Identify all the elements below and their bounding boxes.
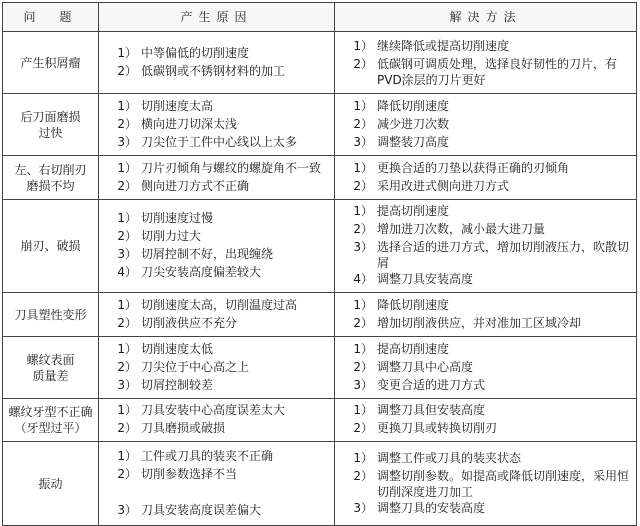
solutions-cell bbox=[335, 337, 637, 399]
cause-item bbox=[111, 448, 330, 466]
problem-text: 产生积屑瘤 bbox=[20, 55, 81, 70]
item-number: 3） bbox=[353, 377, 373, 392]
cause-item bbox=[111, 63, 330, 81]
item-text: 切屑控制较差 bbox=[141, 377, 214, 392]
item-number: 2） bbox=[117, 315, 137, 330]
header-row bbox=[3, 3, 637, 32]
item-text: 降低切削速度 bbox=[377, 297, 450, 312]
item-text: 切削速度太高，切削温度过高 bbox=[141, 297, 298, 312]
item-text: 选择合适的进刀方式，增加切削液压力，吹散切屑 bbox=[377, 240, 630, 270]
item-number: 1） bbox=[117, 45, 137, 60]
item-text: 增加切削液供应，并对准加工区域冷却 bbox=[377, 315, 582, 330]
item-number: 3） bbox=[117, 502, 137, 517]
problem-cell bbox=[3, 200, 99, 293]
item-number: 2） bbox=[117, 359, 137, 374]
item-number: 1） bbox=[117, 341, 137, 356]
troubleshooting-table bbox=[2, 2, 637, 526]
item-text: 刀尖安装高度偏差较大 bbox=[141, 265, 262, 279]
item-number: 2） bbox=[117, 63, 137, 78]
item-number: 3） bbox=[117, 377, 137, 392]
solutions-cell bbox=[335, 200, 637, 293]
item-number: 2） bbox=[353, 178, 373, 193]
item-number: 1） bbox=[353, 341, 373, 356]
item-text: 切削力过大 bbox=[141, 229, 202, 243]
item-text: 切削液供应不充分 bbox=[141, 315, 238, 330]
problem-text: 螺纹牙型不正确 bbox=[8, 405, 93, 419]
item-number: 1） bbox=[353, 160, 373, 175]
cause-item bbox=[111, 116, 330, 134]
cause-item bbox=[111, 377, 330, 395]
item-number: 1） bbox=[353, 297, 373, 312]
table-row bbox=[3, 293, 637, 337]
header-solutions: 解决方法 bbox=[335, 3, 637, 32]
cause-item bbox=[111, 45, 330, 63]
solution-item bbox=[347, 98, 632, 116]
cause-item bbox=[111, 341, 330, 359]
solution-item bbox=[347, 450, 632, 468]
cause-item bbox=[111, 502, 330, 520]
item-number: 3） bbox=[117, 134, 137, 149]
cause-item bbox=[111, 420, 330, 438]
solution-item bbox=[347, 38, 632, 56]
item-number: 2） bbox=[117, 421, 137, 435]
solution-item bbox=[347, 203, 632, 221]
solution-item bbox=[347, 160, 632, 178]
solution-item bbox=[347, 315, 632, 333]
problem-text: 螺纹表面 bbox=[26, 352, 75, 367]
item-text: 侧向进刀方式不正确 bbox=[141, 178, 250, 193]
item-text: 中等偏低的切削速度 bbox=[141, 45, 250, 60]
table-row bbox=[3, 399, 637, 442]
item-number: 1） bbox=[353, 38, 373, 53]
cause-item bbox=[111, 98, 330, 116]
item-text: 切削速度太高 bbox=[141, 98, 214, 113]
item-number: 2） bbox=[353, 315, 373, 330]
item-text: 切削速度过慢 bbox=[141, 211, 214, 225]
solution-item bbox=[347, 341, 632, 359]
causes-cell bbox=[99, 156, 335, 200]
item-number: 1） bbox=[353, 403, 373, 417]
cause-item bbox=[111, 210, 330, 228]
table-row bbox=[3, 442, 637, 526]
troubleshooting-table-sheet bbox=[2, 2, 636, 517]
solution-item bbox=[347, 297, 632, 315]
causes-cell bbox=[99, 399, 335, 442]
cause-item bbox=[111, 264, 330, 282]
cause-item bbox=[111, 402, 330, 420]
table-row bbox=[3, 32, 637, 94]
item-text: 提高切削速度 bbox=[377, 204, 450, 218]
cause-item bbox=[111, 246, 330, 264]
item-text: 增加进刀次数，减小最大进刀量 bbox=[377, 222, 546, 236]
item-text: 降低切削速度 bbox=[377, 98, 450, 113]
item-text: 调整切削参数。如提高或降低切削速度，采用恒切削深度进刀加工 bbox=[377, 468, 630, 499]
problem-cell bbox=[3, 399, 99, 442]
item-text: 继续降低或提高切削速度 bbox=[377, 38, 510, 53]
cause-item bbox=[111, 359, 330, 377]
item-number: 1） bbox=[117, 160, 137, 175]
causes-cell bbox=[99, 337, 335, 399]
problem-text: 振动 bbox=[38, 476, 63, 491]
item-number: 3） bbox=[353, 240, 373, 254]
item-number: 1） bbox=[117, 448, 137, 463]
item-text: 变更合适的进刀方式 bbox=[377, 377, 486, 392]
solution-item bbox=[347, 56, 632, 88]
item-number: 2） bbox=[353, 116, 373, 131]
problem-cell bbox=[3, 32, 99, 94]
solutions-cell bbox=[335, 293, 637, 337]
item-number: 4） bbox=[117, 265, 137, 279]
table-row bbox=[3, 337, 637, 399]
item-number: 2） bbox=[353, 222, 373, 236]
solution-item bbox=[347, 359, 632, 377]
solutions-cell bbox=[335, 32, 637, 94]
causes-cell bbox=[99, 293, 335, 337]
table-row bbox=[3, 94, 637, 156]
item-number: 2） bbox=[353, 56, 373, 71]
causes-cell bbox=[99, 32, 335, 94]
item-text: 提高切削速度 bbox=[377, 341, 450, 356]
solution-item bbox=[347, 420, 632, 438]
solution-item bbox=[347, 221, 632, 239]
solution-item bbox=[347, 468, 632, 500]
item-text: 调整工件或刀具的装夹状态 bbox=[377, 450, 522, 465]
item-text: 低碳钢或不锈钢材料的加工 bbox=[141, 63, 286, 78]
item-number: 1） bbox=[353, 98, 373, 113]
item-number: 3） bbox=[117, 247, 137, 261]
item-number: 1） bbox=[117, 403, 137, 417]
item-text: 调整装刀高度 bbox=[377, 134, 450, 149]
item-text: 刀尖位于工件中心线以上太多 bbox=[141, 134, 298, 149]
solution-item bbox=[347, 178, 632, 196]
item-number: 2） bbox=[353, 421, 373, 435]
solution-item bbox=[347, 134, 632, 152]
cause-item bbox=[111, 228, 330, 246]
table-body bbox=[3, 32, 637, 526]
item-number: 2） bbox=[117, 116, 137, 131]
cause-item bbox=[111, 178, 330, 196]
item-number: 1） bbox=[117, 211, 137, 225]
problem-text: 后刀面磨损 bbox=[20, 109, 81, 124]
item-number: 1） bbox=[117, 297, 137, 312]
solutions-cell bbox=[335, 399, 637, 442]
problem-cell bbox=[3, 94, 99, 156]
problem-text: 过快 bbox=[38, 125, 63, 140]
item-text: 切削速度太低 bbox=[141, 341, 214, 356]
item-number: 2） bbox=[117, 466, 137, 481]
solution-item bbox=[347, 271, 632, 289]
cause-item bbox=[111, 160, 330, 178]
cause-item bbox=[111, 315, 330, 333]
item-number: 2） bbox=[353, 359, 373, 374]
item-text: 采用改进式侧向进刀方式 bbox=[377, 178, 510, 193]
item-number: 2） bbox=[117, 229, 137, 243]
item-text: 调整刀具中心高度 bbox=[377, 359, 474, 374]
cause-item bbox=[111, 297, 330, 315]
problem-cell bbox=[3, 156, 99, 200]
item-number: 2） bbox=[117, 178, 137, 193]
item-text: 调整刀具但安装高度 bbox=[377, 403, 486, 417]
cause-item bbox=[111, 484, 330, 502]
item-text: 更换合适的刀垫以获得正确的刃倾角 bbox=[377, 160, 570, 175]
problem-text: 磨损不均 bbox=[26, 178, 75, 193]
item-text: 低碳钢可调质处理，选择良好韧性的刀片，有PVD涂层的刀片更好 bbox=[377, 56, 618, 87]
problem-text: 左、右切削刃 bbox=[14, 162, 87, 177]
header-causes: 产生原因 bbox=[99, 3, 335, 32]
item-text: 调整刀具安装高度 bbox=[377, 272, 474, 286]
item-text: 刀具磨损或破损 bbox=[141, 421, 226, 435]
problem-cell bbox=[3, 293, 99, 337]
item-text: 调整刀具的安装高度 bbox=[377, 500, 486, 515]
item-text: 切削参数选择不当 bbox=[141, 466, 238, 481]
item-number: 3） bbox=[353, 134, 373, 149]
solution-item bbox=[347, 377, 632, 395]
item-text: 更换刀具或转换切削刃 bbox=[377, 421, 498, 435]
item-number: 3） bbox=[353, 500, 373, 515]
table-row bbox=[3, 200, 637, 293]
causes-cell bbox=[99, 94, 335, 156]
problem-text: 崩刃、破损 bbox=[20, 239, 81, 253]
solutions-cell bbox=[335, 156, 637, 200]
solution-item bbox=[347, 402, 632, 420]
problem-text: 刀具塑性变形 bbox=[14, 307, 87, 322]
item-text: 减少进刀次数 bbox=[377, 116, 450, 131]
problem-text: 质量差 bbox=[32, 368, 69, 383]
solution-item bbox=[347, 500, 632, 518]
item-text: 刀片刃倾角与螺纹的螺旋角不一致 bbox=[141, 160, 322, 175]
solution-item bbox=[347, 116, 632, 134]
problem-text: （牙型过平） bbox=[14, 421, 87, 435]
cause-item bbox=[111, 134, 330, 152]
item-text: 刀尖位于中心高之上 bbox=[141, 359, 250, 374]
item-text: 切屑控制不好，出现缠绕 bbox=[141, 247, 274, 261]
item-text: 工件或刀具的装夹不正确 bbox=[141, 448, 274, 463]
problem-cell bbox=[3, 337, 99, 399]
header-problem: 问 题 bbox=[3, 3, 99, 32]
item-number: 1） bbox=[353, 450, 373, 465]
item-text: 刀具安装高度误差偏大 bbox=[141, 502, 262, 517]
problem-cell bbox=[3, 442, 99, 526]
solutions-cell bbox=[335, 94, 637, 156]
table-row bbox=[3, 156, 637, 200]
item-number: 2） bbox=[353, 468, 373, 483]
solution-item bbox=[347, 239, 632, 271]
item-number: 1） bbox=[353, 204, 373, 218]
causes-cell bbox=[99, 200, 335, 293]
item-number: 1） bbox=[117, 98, 137, 113]
item-text: 刀具安装中心高度误差太大 bbox=[141, 403, 286, 417]
cause-item bbox=[111, 466, 330, 484]
item-text: 横向进刀切深太浅 bbox=[141, 116, 238, 131]
item-number: 4） bbox=[353, 272, 373, 286]
solutions-cell bbox=[335, 442, 637, 526]
causes-cell bbox=[99, 442, 335, 526]
